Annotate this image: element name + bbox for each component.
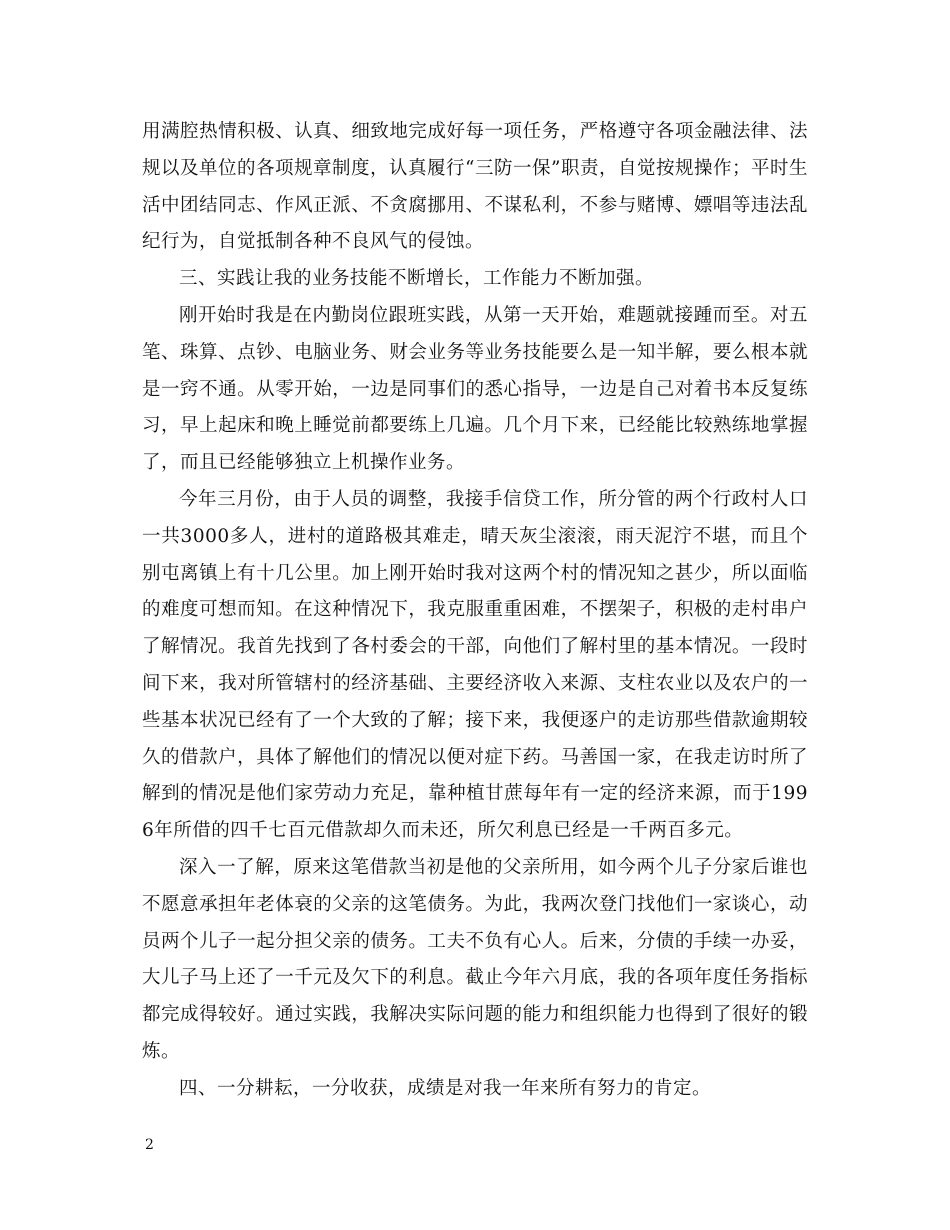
heading-section-four: 四、一分耕耘，一分收获，成绩是对我一年来所有努力的肯定。 — [179, 1077, 712, 1099]
paragraph-skill-practice: 刚开始时我是在内勤岗位跟班实践，从第一天开始，难题就接踵而至。对五笔、珠算、点钞、电脑业务、财会业务等业务技能要么是一知半解，要么根本就是一窍不通。从零开始，一边是同事们的悉心指导，一边是自己对着书本反复练习，早上起床和晚上睡觉前都要练上几遍。几个月下来，已经能比较熟练地掌握了，而且已经能够独立上机操作业务。 — [142, 304, 808, 474]
paragraph-credit-work: 今年三月份，由于人员的调整，我接手信贷工作，所分管的两个行政村人口一共3000多人，进村的道路极其难走，晴天灰尘滚滚，雨天泥泞不堪，而且个别屯离镇上有十几公里。加上刚开始时我对这两个村的情况知之甚少，所以面临的难度可想而知。在这种情况下，我克服重重困难，不摆架子，积极的走村串户了解情况。我首先找到了各村委会的干部，向他们了解村里的基本情况。一段时间下来，我对所管辖村的经济基础、主要经济收入来源、支柱农业以及农户的一些基本状况已经有了一个大致的了解；接下来，我便逐户的走访那些借款逾期较久的借款户，具体了解他们的情况以便对症下药。马善国一家，在我走访时所了解到的情况是他们家劳动力充足，靠种植甘蔗每年有一定的经济来源，而于1996年所借的四千七百元借款却久而未还，所欠利息已经是一千两百多元。 — [142, 488, 808, 842]
document-body — [142, 114, 808, 1108]
paragraph-integrity-conduct: 用满腔热情积极、认真、细致地完成好每一项任务，严格遵守各项金融法律、法规以及单位的各项规章制度，认真履行“三防一保”职责，自觉按规操作；平时生活中团结同志、作风正派、不贪腐挪用、不谋私利，不参与赌博、嫖唱等违法乱纪行为，自觉抵制各种不良风气的侵蚀。 — [142, 121, 808, 253]
heading-section-three: 三、实践让我的业务技能不断增长，工作能力不断加强。 — [179, 268, 655, 290]
page-number: 2 — [145, 1137, 154, 1153]
paragraph-debt-resolution: 深入一了解，原来这笔借款当初是他的父亲所用，如今两个儿子分家后谁也不愿意承担年老体衰的父亲的这笔债务。为此，我两次登门找他们一家谈心，动员两个儿子一起分担父亲的债务。工夫不负有心人。后来，分债的手续一办妥，大儿子马上还了一千元及欠下的利息。截止今年六月底，我的各项年度任务指标都完成得较好。通过实践，我解决实际问题的能力和组织能力也得到了很好的锻炼。 — [142, 856, 808, 1062]
